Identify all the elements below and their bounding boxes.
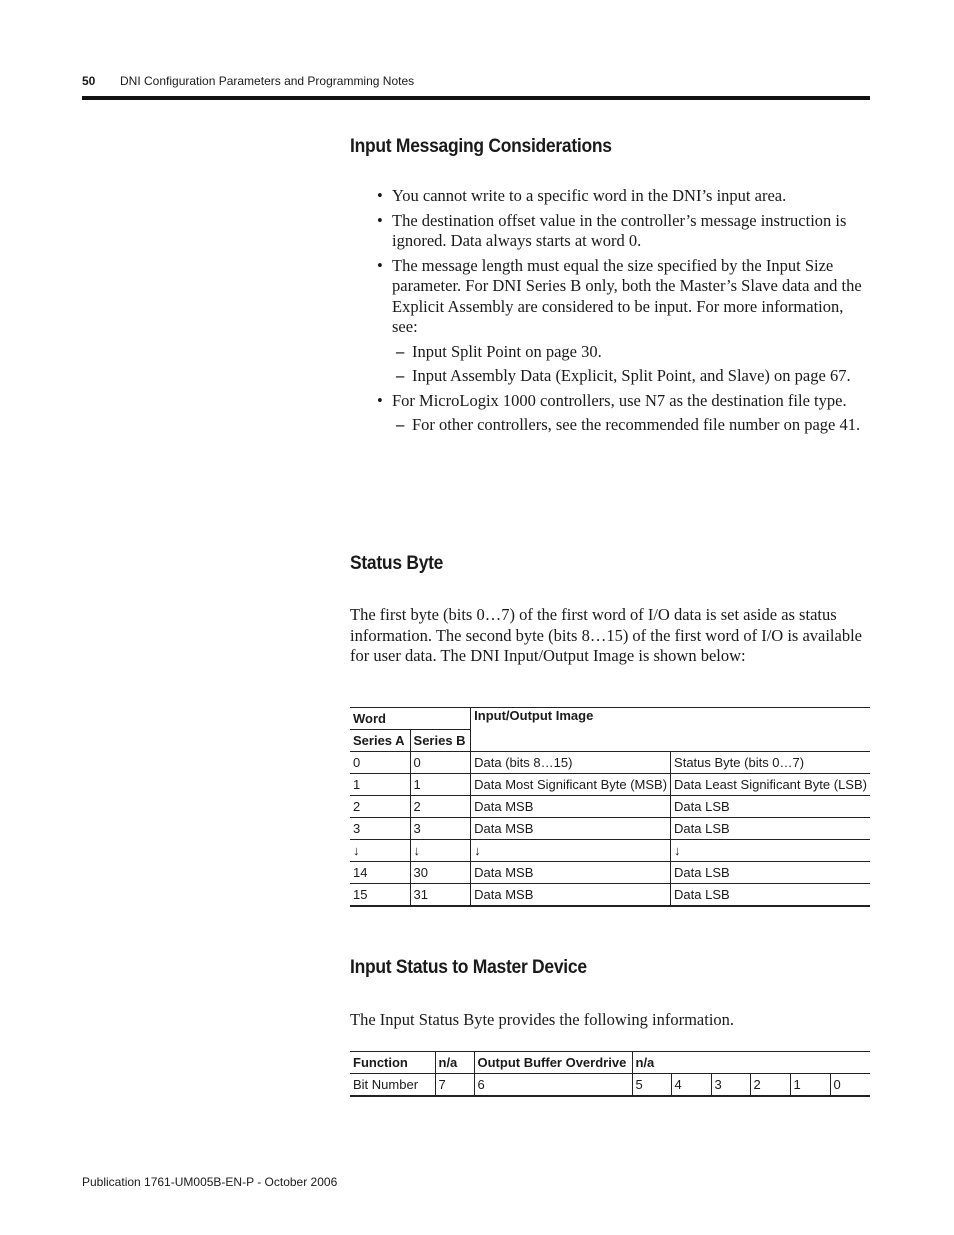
cell-series-b: 30 (410, 862, 471, 884)
cell-high-byte: Data (bits 8…15) (471, 752, 671, 774)
sub-list (392, 415, 862, 436)
running-header-title: DNI Configuration Parameters and Programming Notes (120, 74, 415, 88)
cell-bit-1: 1 (790, 1074, 830, 1097)
bullet-item (376, 256, 862, 387)
table-row (350, 862, 870, 884)
header-rule (82, 96, 870, 100)
footer-publication: Publication 1761-UM005B-EN-P - October 2006 (82, 1175, 338, 1189)
cell-series-a: 0 (350, 752, 410, 774)
cell-low-byte: Data LSB (671, 884, 870, 907)
cell-bit-2: 2 (750, 1074, 790, 1097)
cell-high-byte: Data MSB (471, 862, 671, 884)
cell-series-b: 31 (410, 884, 471, 907)
cell-series-b: ↓ (410, 840, 471, 862)
cell-bit-7: 7 (435, 1074, 474, 1097)
header-word: Word (350, 708, 471, 730)
section-heading-input-messaging: Input Messaging Considerations (350, 136, 612, 157)
sub-item-text: For other controllers, see the recommended file number on page 41. (412, 415, 861, 434)
header-series-a: Series A (350, 730, 410, 752)
header-series-b: Series B (410, 730, 471, 752)
cell-series-b: 2 (410, 796, 471, 818)
page-number: 50 (82, 74, 96, 88)
section-heading-input-status: Input Status to Master Device (350, 957, 587, 978)
cell-high-byte: Data Most Significant Byte (MSB) (471, 774, 671, 796)
cell-low-byte: Data Least Significant Byte (LSB) (671, 774, 870, 796)
cell-bit-5: 5 (632, 1074, 671, 1097)
cell-series-a: ↓ (350, 840, 410, 862)
sub-item-input-assembly-data (392, 366, 862, 387)
table-row (350, 818, 870, 840)
cell-low-byte: Data LSB (671, 796, 870, 818)
header-output-buffer-overdrive: Output Buffer Overdrive (474, 1052, 632, 1074)
cell-bit-4: 4 (671, 1074, 711, 1097)
cell-series-a: 14 (350, 862, 410, 884)
cell-low-byte: Data LSB (671, 862, 870, 884)
cell-low-byte: Status Byte (bits 0…7) (671, 752, 870, 774)
cell-bit-3: 3 (711, 1074, 750, 1097)
bullet-text: For MicroLogix 1000 controllers, use N7 as the destination file type. (392, 390, 847, 410)
input-status-table (350, 1051, 870, 1097)
header-na-5-0: n/a (632, 1052, 870, 1074)
cell-series-b: 3 (410, 818, 471, 840)
bullet-text: The destination offset value in the controller’s message instruction is ignored. Data always starts at word 0. (392, 210, 847, 250)
cell-high-byte: Data MSB (471, 796, 671, 818)
bullet-item (376, 211, 862, 252)
cell-series-b: 1 (410, 774, 471, 796)
bullet-list-input-messaging (376, 186, 862, 440)
cell-bit-0: 0 (830, 1074, 870, 1097)
bullet-item (376, 391, 862, 436)
cell-high-byte: ↓ (471, 840, 671, 862)
table-row (350, 884, 870, 907)
bullet-item (376, 186, 862, 207)
cell-series-a: 3 (350, 818, 410, 840)
table-row (350, 840, 870, 862)
io-image-table (350, 707, 870, 907)
cell-high-byte: Data MSB (471, 818, 671, 840)
table-row (350, 752, 870, 774)
input-status-paragraph: The Input Status Byte provides the following information. (350, 1010, 735, 1029)
cell-high-byte: Data MSB (471, 884, 671, 907)
sub-item-other-controllers (392, 415, 862, 436)
cell-series-a: 2 (350, 796, 410, 818)
header-function: Function (350, 1052, 435, 1074)
cell-series-a: 15 (350, 884, 410, 907)
cell-series-b: 0 (410, 752, 471, 774)
cell-low-byte: ↓ (671, 840, 870, 862)
cell-bit-number-label: Bit Number (350, 1074, 435, 1097)
table-row (350, 1074, 870, 1097)
sub-item-text: Input Assembly Data (Explicit, Split Point, and Slave) on page 67. (412, 366, 851, 385)
bullet-text: You cannot write to a specific word in the DNI’s input area. (392, 186, 787, 205)
header-na-7: n/a (435, 1052, 474, 1074)
header-io-image: Input/Output Image (471, 708, 870, 752)
cell-low-byte: Data LSB (671, 818, 870, 840)
status-byte-paragraph: The first byte (bits 0…7) of the first word of I/O data is set aside as status information. The second byte (bits 8…15) of the first word of I/O is available for user data. The DNI Input/Output Image is shown below: (350, 605, 862, 665)
table-row (350, 774, 870, 796)
sub-list (392, 342, 862, 387)
cell-bit-6: 6 (474, 1074, 632, 1097)
cell-series-a: 1 (350, 774, 410, 796)
sub-item-text: Input Split Point on page 30. (412, 341, 602, 361)
table-row (350, 796, 870, 818)
sub-item-input-split-point (392, 342, 862, 363)
bullet-text: The message length must equal the size specified by the Input Size parameter. For DNI Series B only, both the Master’s Slave data and the Explicit Assembly are considered to be input. For more information, see: (392, 255, 862, 336)
section-heading-status-byte: Status Byte (350, 553, 444, 574)
